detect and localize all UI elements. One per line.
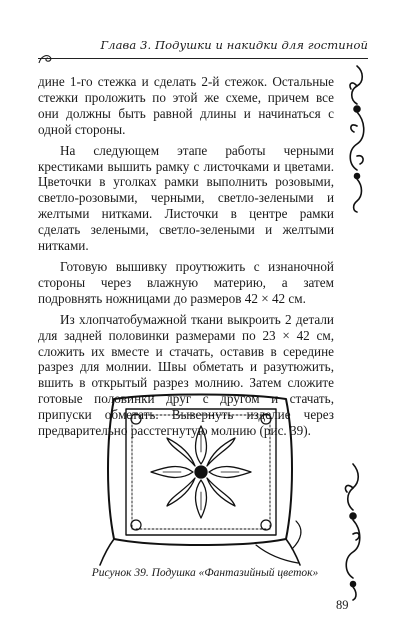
swirl-ornament-icon <box>38 52 54 64</box>
figure-caption: Рисунок 39. Подушка «Фантазийный цветок» <box>91 567 319 579</box>
margin-ornament-icon <box>344 64 370 214</box>
paragraph: Из хлопчатобумажной ткани выкроить 2 детали для задней половинки размерами по 23 × 42 см, сложить их вместе и стачать, оставив в середине разрез для молнии. Швы обметать и разутюжить, вшить в открытый разрез молнию. Затем сложите готовые половинки друг с другом и стачать, припуски обметать. Вывернуть изделие через предварительно расстегнутую молнию (рис. 39). <box>38 311 334 439</box>
pillow-illustration <box>96 389 306 567</box>
running-head-text: Глава 3. Подушки и накидки для гостиной <box>100 38 368 52</box>
paragraph: дине 1-го стежка и сделать 2-й стежок. Остальные стежки проложить по этой же схеме, причем все они должны быть равной длины и начинаться с одной стороны. <box>38 74 334 137</box>
page-number: 89 <box>336 598 349 612</box>
margin-ornament-icon <box>340 462 366 602</box>
paragraph: На следующем этапе работы черными крестиками вышить рамку с листочками и цветами. Цветочки в уголках рамки выполнить розовыми, светло-розовыми, черными, светло-зелеными и желтыми нитками. Листочки в центре рамки сделать зелеными, светло-зелеными и желтыми нитками. <box>38 142 334 254</box>
paragraph: Готовую вышивку проутюжить с изнаночной стороны через влажную материю, а затем подровнять ножницами до размеров 42 × 42 см. <box>38 258 334 306</box>
running-head <box>38 36 368 59</box>
